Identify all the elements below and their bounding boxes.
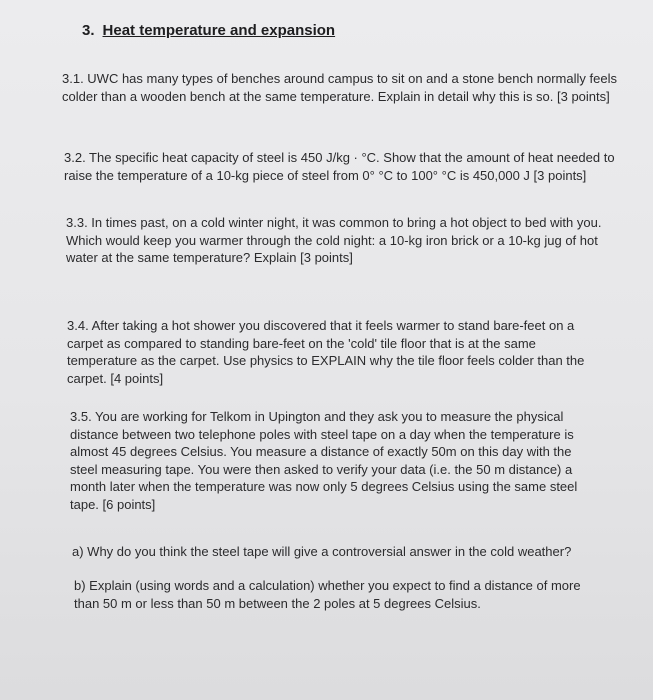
- subquestion-b: b) Explain (using words and a calculation) whether you expect to find a distance of more than 50 m or less than 50 m between the 2 poles at 5 degrees Celsius.: [74, 578, 581, 611]
- question-3-2: 3.2. The specific heat capacity of steel is 450 J/kg · °C. Show that the amount of heat needed to raise the temperature of a 10-kg piece of steel from 0° °C to 100° °C is 450,000 J [3 points]: [64, 150, 615, 183]
- subquestion-a: a) Why do you think the steel tape will give a controversial answer in the cold weather?: [72, 544, 572, 559]
- section-title: Heat temperature and expansion: [102, 22, 336, 39]
- question-3-5: 3.5. You are working for Telkom in Upington and they ask you to measure the physical distance between two telephone poles with steel tape on a day when the temperature is almost 45 degrees Celsius. You measure a distance of exactly 50m on this day with the steel measuring tape. You were then asked to verify your data (i.e. the 50 m distance) a month later when the temperature was now only 5 degrees Celsius using the same steel tape. [6 points]: [70, 409, 578, 512]
- section-heading: [82, 22, 335, 39]
- section-number: 3.: [82, 22, 95, 39]
- question-3-3: 3.3. In times past, on a cold winter night, it was common to bring a hot object to bed with you. Which would keep you warmer through the cold night: a 10-kg iron brick or a 10-kg jug of hot water at the same temperature? Explain [3 points]: [66, 215, 602, 265]
- question-3-4: 3.4. After taking a hot shower you discovered that it feels warmer to stand bare-feet on a carpet as compared to standing bare-feet on the 'cold' tile floor that is at the same temperature as the carpet. Use physics to EXPLAIN why the tile floor feels colder than the carpet. [4 points]: [67, 318, 585, 386]
- question-3-1: 3.1. UWC has many types of benches around campus to sit on and a stone bench normally feels colder than a wooden bench at the same temperature. Explain in detail why this is so. [3 points]: [62, 71, 617, 104]
